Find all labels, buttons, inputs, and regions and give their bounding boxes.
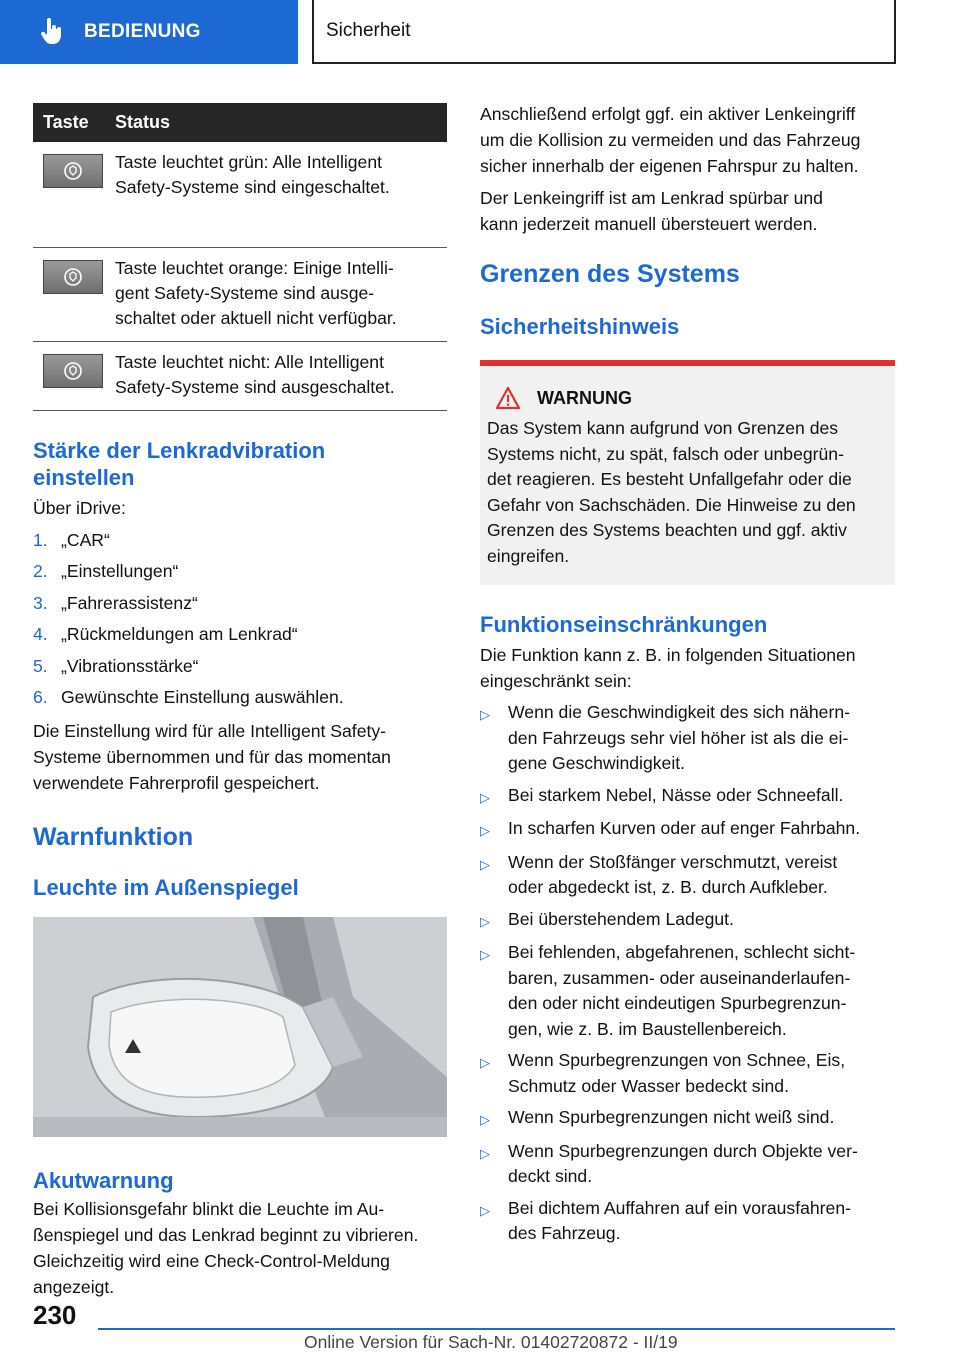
bullet-triangle-icon: ▷ bbox=[480, 1145, 490, 1161]
list-item: ▷ Wenn Spurbegrenzungen durch Objekte ver- deckt sind. bbox=[480, 1139, 895, 1190]
bullet-triangle-icon: ▷ bbox=[480, 1055, 490, 1070]
hand-pointer-icon bbox=[40, 18, 64, 46]
table-row bbox=[33, 247, 447, 341]
list-item: 3. „Fahrerassistenz“ bbox=[33, 592, 198, 613]
list-item: 1. „CAR“ bbox=[33, 529, 110, 550]
bullet-triangle-icon: ▷ bbox=[480, 789, 490, 805]
grenzen-heading: Grenzen des Systems bbox=[480, 260, 740, 288]
intelligent-safety-button-icon bbox=[43, 354, 103, 388]
table-header-taste: Taste bbox=[33, 103, 105, 142]
idrive-intro: Über iDrive: bbox=[33, 497, 126, 518]
funktion-intro: Die Funktion kann z. B. in folgenden Situationen eingeschränkt sein: bbox=[480, 645, 856, 691]
section-label: BEDIENUNG bbox=[84, 21, 201, 42]
bullet-triangle-icon: ▷ bbox=[480, 913, 490, 929]
warning-text: Das System kann aufgrund von Grenzen des Systems nicht, zu spät, falsch oder unbegrün- det reagieren. Es besteht Unfallgefahr oder die Gefahr von Sachschäden. Die Hinweise zu den Grenzen des Systems beachten und ggf. aktiv eingreifen. bbox=[487, 418, 856, 566]
table-row bbox=[33, 142, 447, 247]
list-item: 6. Gewünschte Einstellung auswählen. bbox=[33, 687, 344, 707]
bullet-triangle-icon: ▷ bbox=[480, 856, 490, 872]
list-item: ▷ In scharfen Kurven oder auf enger Fahrbahn. bbox=[480, 816, 895, 844]
page-number: 230 bbox=[33, 1300, 77, 1330]
limitations-list bbox=[480, 700, 895, 1247]
warning-box bbox=[480, 360, 895, 585]
idrive-steps bbox=[33, 525, 447, 714]
bullet-triangle-icon: ▷ bbox=[480, 1202, 490, 1218]
list-item: ▷ Bei dichtem Auffahren auf ein vorausfahren- des Fahrzeug. bbox=[480, 1196, 895, 1247]
intelligent-safety-button-icon bbox=[43, 154, 103, 188]
status-line: Safety-Systeme sind eingeschaltet. bbox=[115, 177, 390, 197]
status-line: Taste leuchtet orange: Einige Intelli- bbox=[115, 257, 394, 278]
warnfunktion-heading: Warnfunktion bbox=[33, 822, 194, 851]
list-item: 4. „Rückmeldungen am Lenkrad“ bbox=[33, 624, 298, 644]
warning-triangle-icon bbox=[495, 386, 521, 410]
footer-note: Online Version für Sach-Nr. 01402720872 - II/19 bbox=[304, 1332, 678, 1352]
list-item: ▷ Bei fehlenden, abgefahrenen, schlecht sicht- baren, zusammen- oder auseinanderlaufen- den oder nicht eindeutigen Spurbegrenzun- gen, wie z. B. im Baustellenbereich. bbox=[480, 940, 895, 1042]
status-line: Taste leuchtet grün: Alle Intelligent bbox=[115, 152, 383, 172]
bullet-triangle-icon: ▷ bbox=[480, 947, 490, 962]
warning-title: WARNUNG bbox=[537, 387, 632, 408]
list-item: 5. „Vibrationsstärke“ bbox=[33, 655, 199, 676]
footer-divider bbox=[98, 1328, 895, 1330]
list-item: ▷ Bei starkem Nebel, Nässe oder Schneefall. bbox=[480, 783, 895, 811]
status-line: Safety-Systeme sind ausgeschaltet. bbox=[115, 376, 395, 397]
status-line: gent Safety-Systeme sind ausge- bbox=[115, 282, 375, 303]
list-item: ▷ Wenn die Geschwindigkeit des sich nähern- den Fahrzeugs sehr viel höher ist als die ei- gene Geschwindigkeit. bbox=[480, 700, 895, 777]
list-item: ▷ Wenn Spurbegrenzungen von Schnee, Eis, Schmutz oder Wasser bedeckt sind. bbox=[480, 1048, 895, 1099]
table-row bbox=[33, 341, 447, 410]
list-item: ▷ Wenn Spurbegrenzungen nicht weiß sind. bbox=[480, 1105, 895, 1133]
vibration-heading: Stärke der Lenkradvibration einstellen bbox=[33, 437, 326, 490]
bullet-triangle-icon: ▷ bbox=[480, 823, 490, 838]
chapter-title: Sicherheit bbox=[312, 0, 896, 64]
status-line: schaltet oder aktuell nicht verfügbar. bbox=[115, 307, 397, 328]
steering-override-text: Der Lenkeingriff ist am Lenkrad spürbar und kann jederzeit manuell übersteuert werden. bbox=[480, 188, 823, 234]
side-mirror-illustration bbox=[33, 917, 447, 1137]
left-column bbox=[33, 103, 447, 1300]
intelligent-safety-button-icon bbox=[43, 260, 103, 294]
section-tab bbox=[0, 0, 298, 64]
akut-heading: Akutwarnung bbox=[33, 1167, 174, 1193]
mirror-light-heading: Leuchte im Außenspiegel bbox=[33, 874, 299, 900]
list-item: ▷ Wenn der Stoßfänger verschmutzt, vereist oder abgedeckt ist, z. B. durch Aufkleber. bbox=[480, 850, 895, 901]
akut-text: Bei Kollisionsgefahr blinkt die Leuchte im Au- ßenspiegel und das Lenkrad beginnt zu vibrieren. Gleichzeitig wird eine Check-Control-Meldung angezeigt. bbox=[33, 1198, 419, 1297]
right-column bbox=[480, 103, 895, 1253]
list-item: 2. „Einstellungen“ bbox=[33, 561, 179, 581]
vibration-note: Die Einstellung wird für alle Intelligent Safety- Systeme übernommen und für das momentan verwendete Fahrerprofil gespeichert. bbox=[33, 720, 391, 793]
steering-intervention-text: Anschließend erfolgt ggf. ein aktiver Lenkeingriff um die Kollision zu vermeiden und das Fahrzeug sicher innerhalb der eigenen Fahrspur zu halten. bbox=[480, 104, 861, 176]
bullet-triangle-icon: ▷ bbox=[480, 1112, 490, 1127]
funktion-heading: Funktionseinschränkungen bbox=[480, 612, 768, 637]
table-header-status: Status bbox=[105, 103, 447, 142]
bullet-triangle-icon: ▷ bbox=[480, 707, 490, 722]
status-line: Taste leuchtet nicht: Alle Intelligent bbox=[115, 351, 384, 372]
key-status-table bbox=[33, 103, 447, 411]
safety-note-heading: Sicherheitshinweis bbox=[480, 314, 680, 339]
list-item: ▷ Bei überstehendem Ladegut. bbox=[480, 907, 895, 935]
